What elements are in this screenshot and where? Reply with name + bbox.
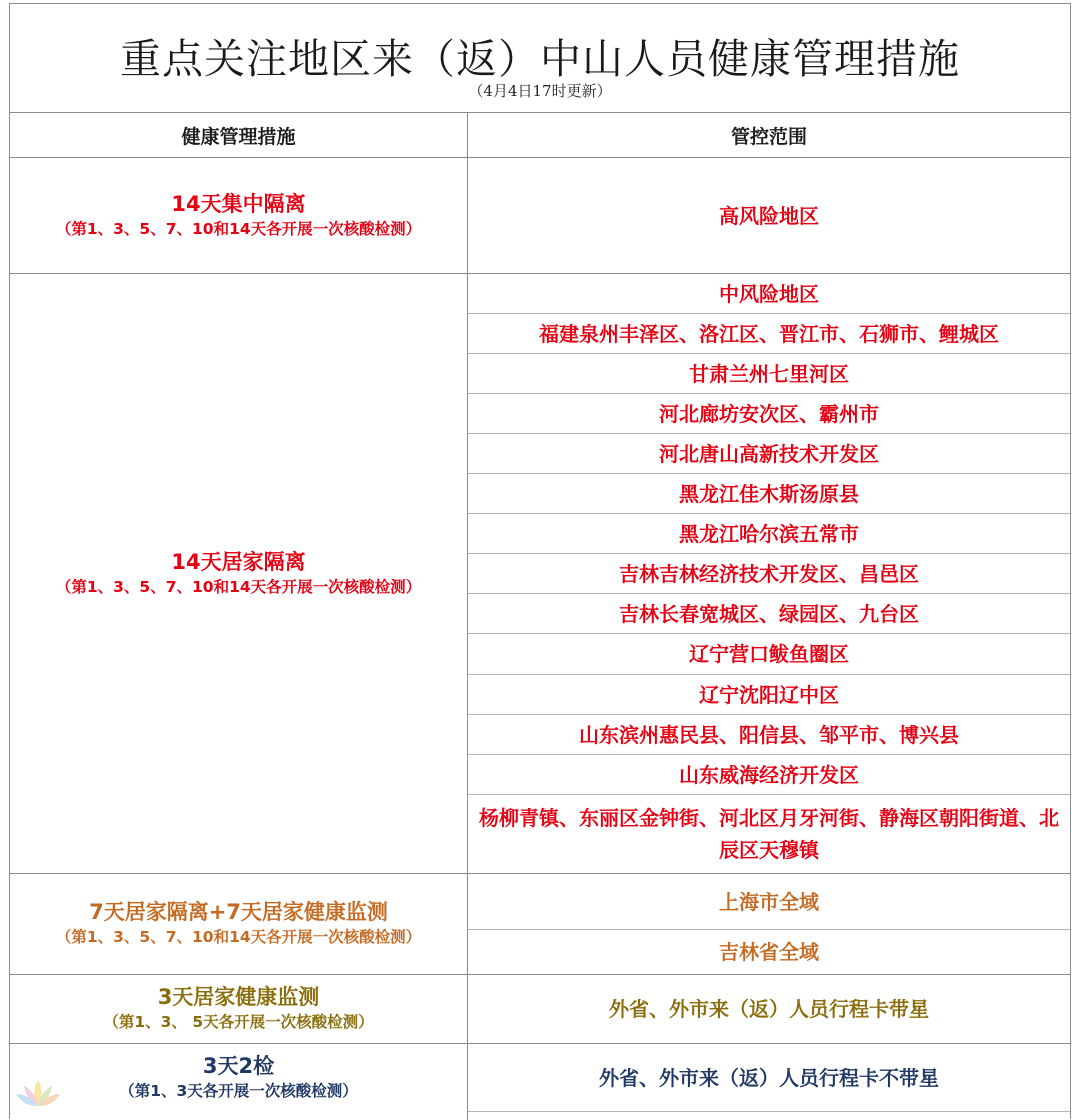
scope-cell: [468, 554, 1070, 593]
lotus-logo-icon: [13, 1074, 63, 1114]
measure-title: 3天2检: [202, 1053, 275, 1078]
measure-note: （第1、3天各开展一次核酸检测）: [119, 1081, 358, 1100]
scope-cell: [468, 874, 1070, 929]
measure-cell: [10, 274, 467, 873]
scope-cell: [468, 274, 1070, 313]
scope-cell: [468, 975, 1070, 1043]
measure-cell: [10, 874, 467, 974]
scope-cell: [468, 634, 1070, 674]
scope-cell: [468, 514, 1070, 553]
scope-cell: [468, 314, 1070, 353]
scope-text: 河北廊坊安次区、霸州市: [659, 401, 879, 426]
measure-note: （第1、3、5、7、10和14天各开展一次核酸检测）: [55, 928, 422, 947]
scope-cell: [468, 715, 1070, 754]
scope-cell: [468, 930, 1070, 974]
page-title: 重点关注地区来（返）中山人员健康管理措施: [120, 35, 960, 83]
scope-cell: [468, 675, 1070, 714]
scope-text: 黑龙江哈尔滨五常市: [679, 521, 859, 546]
title-block: [10, 4, 1070, 113]
scope-text: 外省、外市来（返）人员行程卡不带星: [599, 1065, 939, 1090]
scope-text: 山东威海经济开发区: [679, 762, 859, 787]
header-measure: 健康管理措施: [181, 125, 296, 148]
measure-title: 14天集中隔离: [171, 191, 306, 216]
measure-title: 3天居家健康监测: [157, 985, 320, 1010]
scope-text: 高风险地区: [719, 203, 819, 228]
health-measures-table: [9, 3, 1071, 1119]
scope-text: 河北唐山高新技术开发区: [659, 441, 879, 466]
measure-title: 7天居家隔离+7天居家健康监测: [89, 900, 388, 925]
scope-cell: [468, 594, 1070, 633]
scope-cell: [468, 434, 1070, 473]
scope-text: 吉林长春宽城区、绿园区、九台区: [619, 601, 919, 626]
scope-text: 吉林省全域: [719, 940, 819, 964]
measure-note: （第1、3、 5天各开展一次核酸检测）: [103, 1013, 374, 1032]
scope-text: 黑龙江佳木斯汤原县: [679, 481, 859, 506]
measure-cell: [10, 1044, 467, 1111]
scope-cell: [468, 755, 1070, 794]
scope-cell: [468, 1044, 1070, 1111]
scope-cell: [468, 158, 1070, 273]
row-divider: [468, 1111, 1070, 1112]
scope-text: 辽宁营口鲅鱼圈区: [689, 642, 849, 666]
scope-cell: [468, 394, 1070, 433]
scope-text: 杨柳青镇、东丽区金钟街、河北区月牙河街、静海区朝阳街道、北辰区天穆镇: [479, 806, 1059, 862]
measure-title: 14天居家隔离: [171, 549, 306, 574]
scope-text: 中风险地区: [719, 281, 819, 306]
scope-text: 吉林吉林经济技术开发区、昌邑区: [619, 561, 919, 586]
scope-text: 外省、外市来（返）人员行程卡带星: [609, 997, 929, 1021]
update-time: （4月4日17时更新）: [468, 82, 612, 100]
scope-cell: [468, 795, 1070, 873]
scope-text: 福建泉州丰泽区、洛江区、晋江市、石狮市、鲤城区: [539, 321, 999, 346]
scope-text: 辽宁沈阳辽中区: [699, 682, 839, 707]
scope-text: 上海市全域: [719, 889, 819, 914]
scope-cell: [468, 474, 1070, 513]
measure-cell: [10, 975, 467, 1043]
measure-note: （第1、3、5、7、10和14天各开展一次核酸检测）: [55, 577, 422, 596]
scope-text: 甘肃兰州七里河区: [689, 361, 849, 386]
header-scope: 管控范围: [730, 125, 807, 148]
scope-text: 山东滨州惠民县、阳信县、邹平市、博兴县: [579, 722, 959, 747]
measure-note: （第1、3、5、7、10和14天各开展一次核酸检测）: [55, 219, 422, 238]
scope-cell: [468, 354, 1070, 393]
measure-cell: [10, 158, 467, 273]
